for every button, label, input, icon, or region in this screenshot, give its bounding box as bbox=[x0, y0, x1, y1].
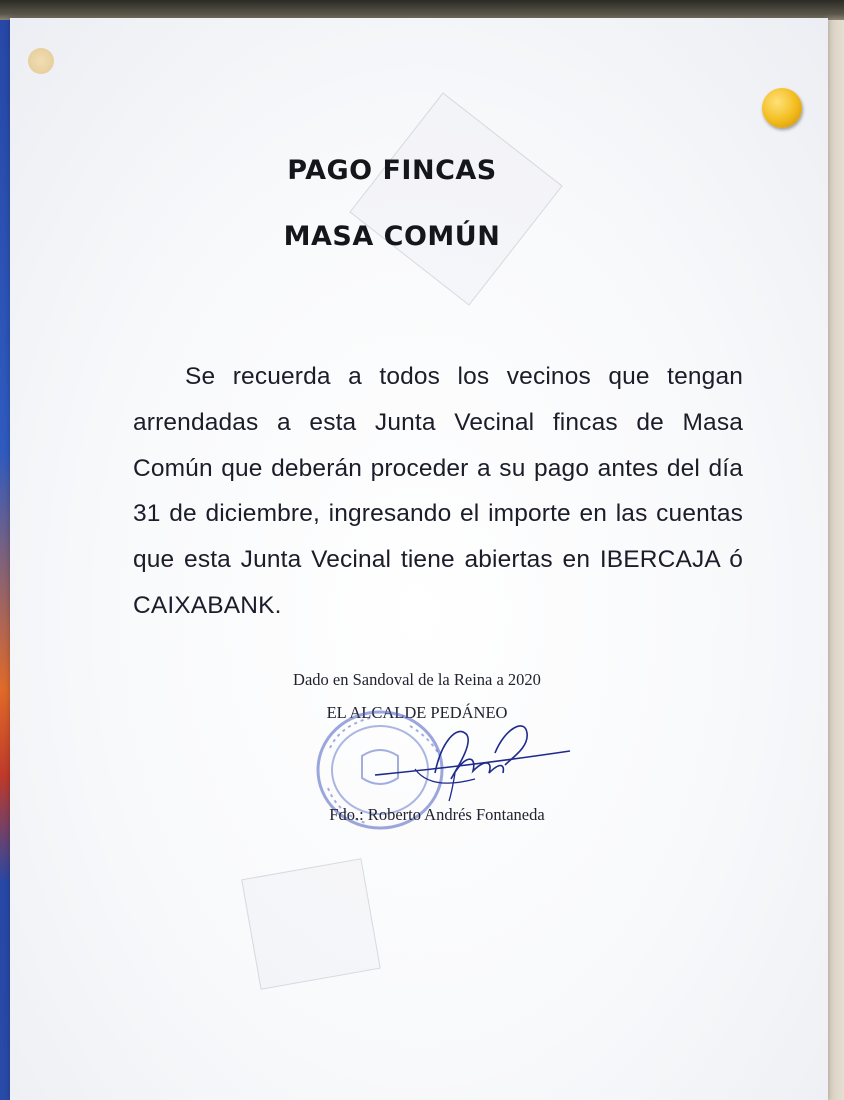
notice-paper bbox=[10, 18, 828, 1100]
notice-body: Se recuerda a todos los vecinos que tengan arrendadas a esta Junta Vecinal fincas de Masa Común que deberán proceder a su pago antes del día 31 de diciembre, ingresando el importe en las cuentas que esta Junta Vecinal tiene abiertas en IBERCAJA ó CAIXABANK. bbox=[133, 363, 743, 619]
board-frame bbox=[0, 0, 844, 20]
signatory-name: Fdo.: Roberto Andrés Fontaneda bbox=[329, 805, 545, 824]
tape-residue bbox=[349, 92, 562, 305]
paper-hole bbox=[28, 48, 54, 74]
notice-subtitle: MASA COMÚN bbox=[283, 221, 501, 252]
notice-title: PAGO FINCAS bbox=[287, 155, 497, 186]
tape-residue bbox=[241, 858, 381, 989]
handwritten-signature bbox=[355, 713, 585, 803]
thumbtack-icon bbox=[762, 88, 802, 128]
place-date: Dado en Sandoval de la Reina a 2020 bbox=[293, 670, 541, 689]
signatory-role: EL ALCALDE PEDÁNEO bbox=[326, 703, 508, 722]
